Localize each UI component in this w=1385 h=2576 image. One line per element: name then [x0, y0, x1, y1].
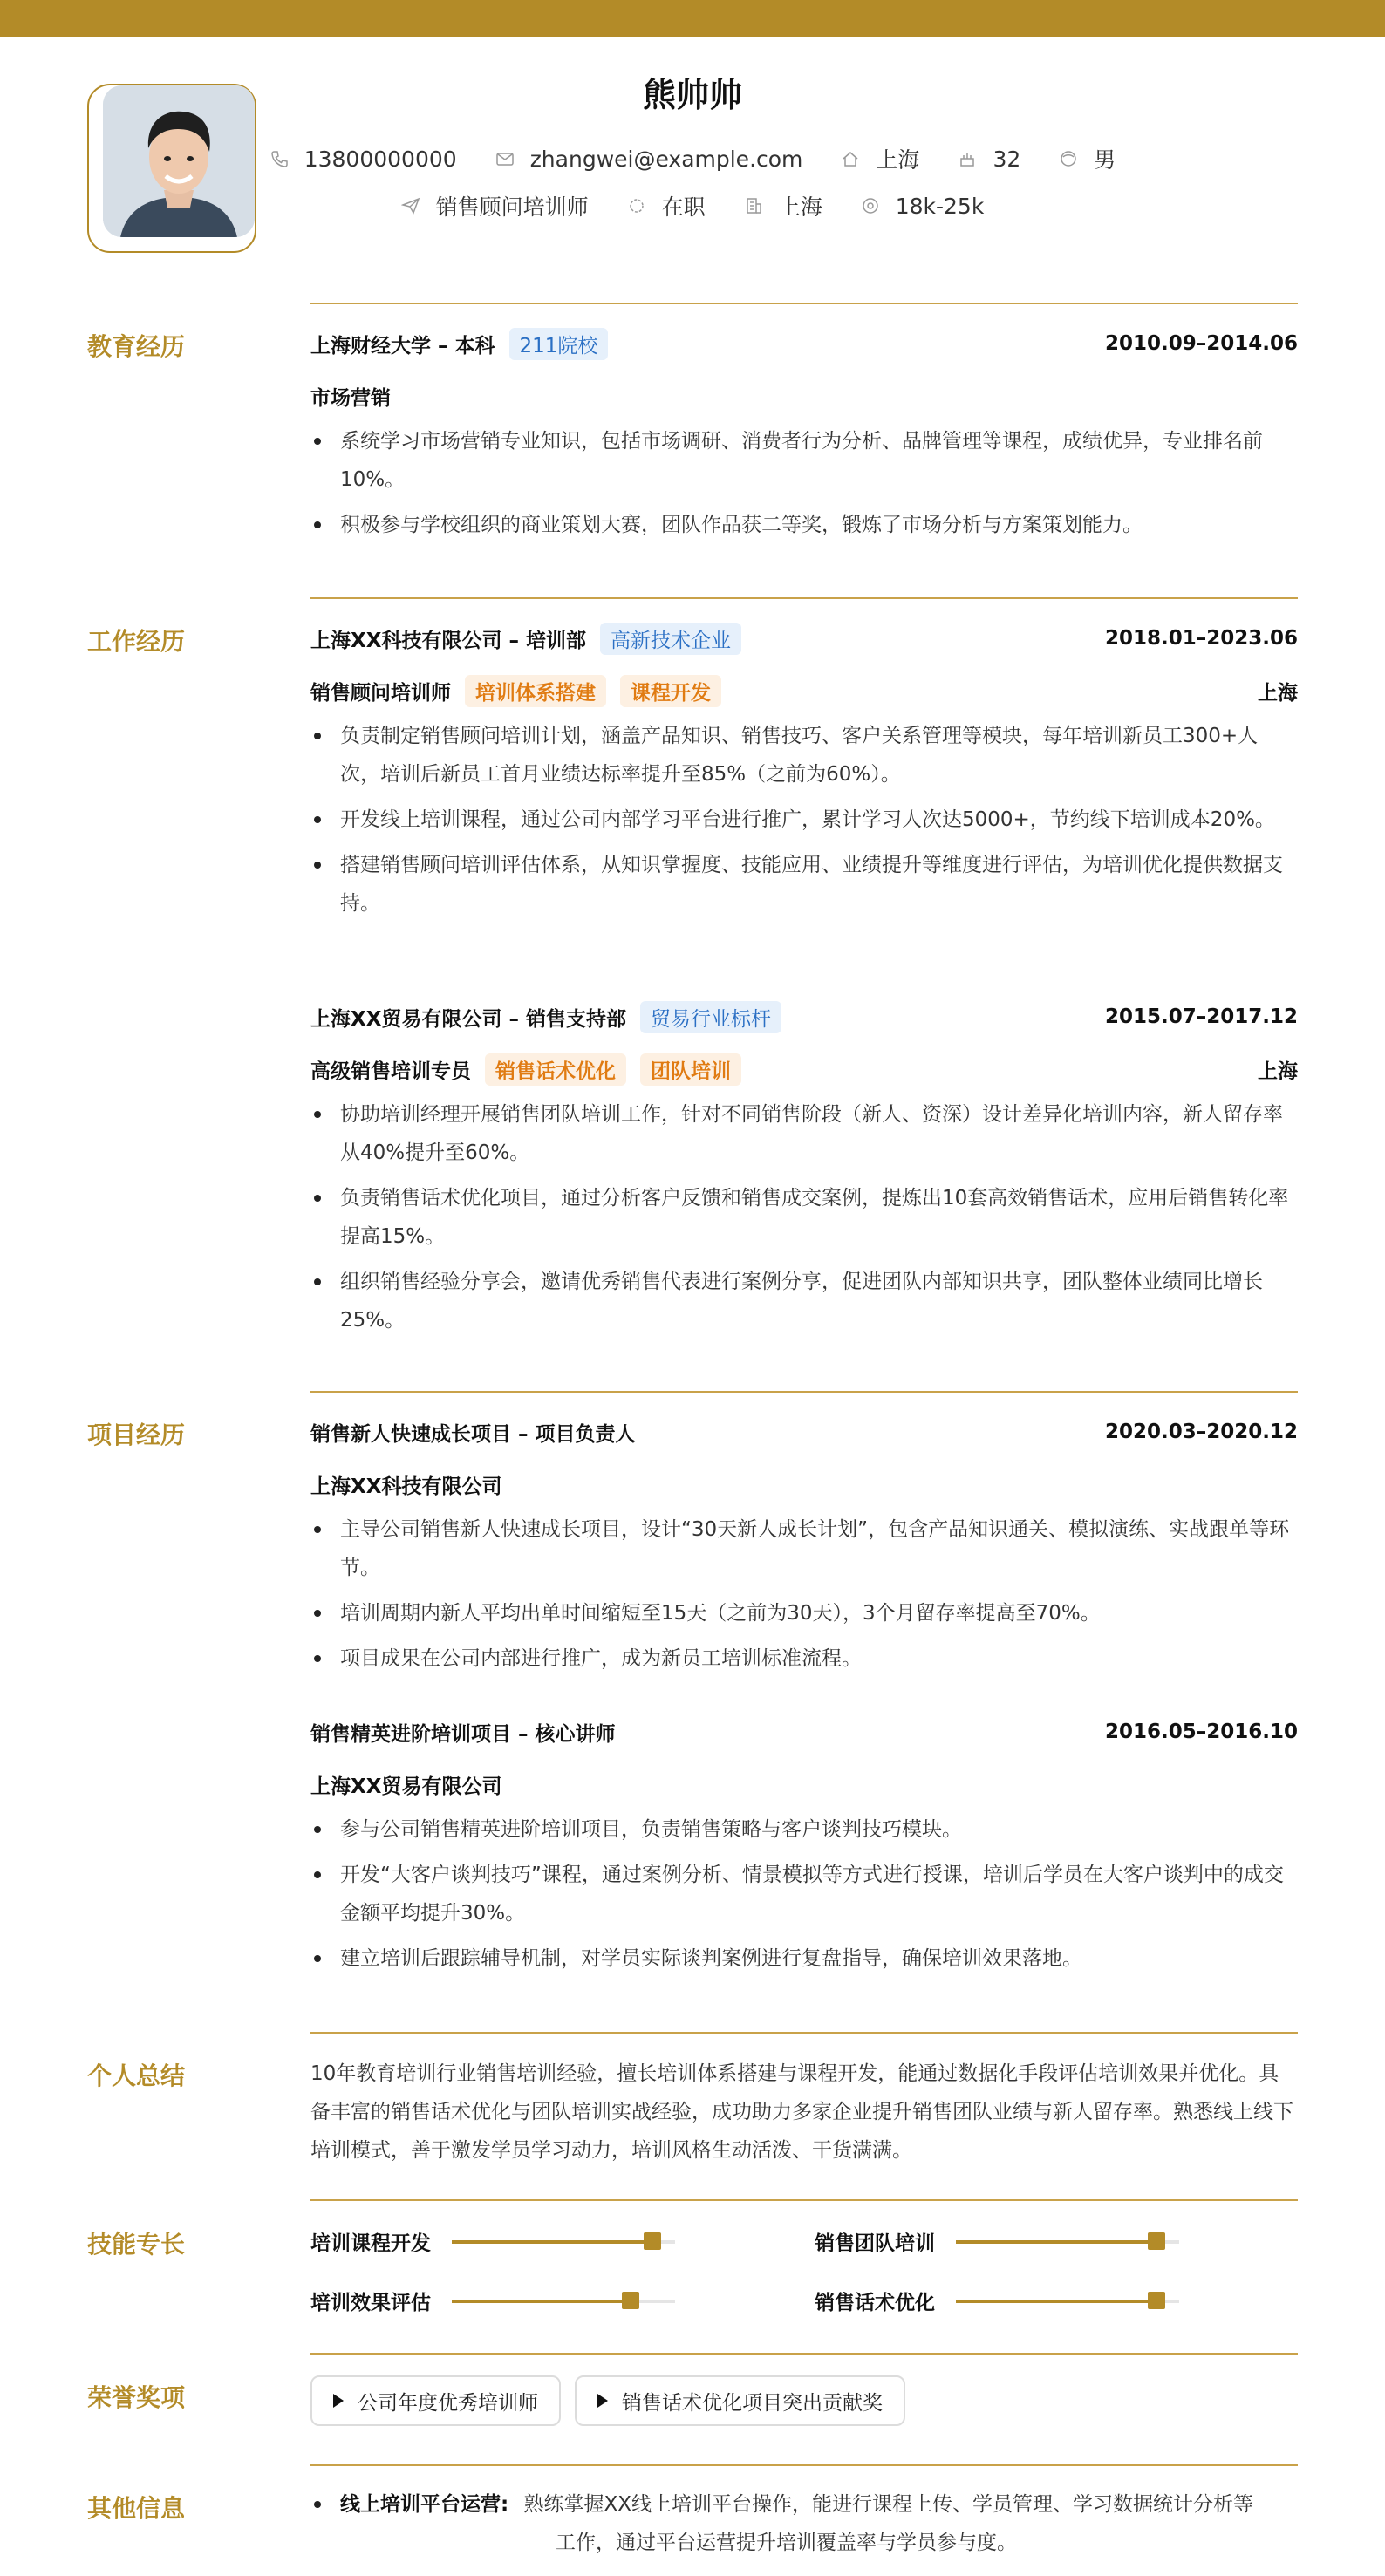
target-job-text: 销售顾问培训师 — [435, 194, 589, 220]
list-item: 参与公司销售精英进阶培训项目，负责销售策略与客户谈判技巧模块。 — [310, 1810, 1298, 1849]
skill-bar — [452, 2300, 675, 2303]
home-icon — [841, 149, 860, 168]
list-item: 组织销售经验分享会，邀请优秀销售代表进行案例分享，促进团队内部知识共享，团队整体业绩同比增长25%。 — [310, 1263, 1298, 1339]
skill-item — [310, 2227, 675, 2256]
project-dates: 2020.03–2020.12 — [1104, 1421, 1298, 1443]
skill-label: 培训效果评估 — [310, 2292, 431, 2314]
user-icon — [1059, 149, 1078, 168]
section-divider — [310, 2032, 1298, 2034]
project-title: 销售新人快速成长项目 – 项目负责人 — [310, 1422, 636, 1446]
skill-bar-fill — [956, 2240, 1156, 2244]
company-name: 上海XX贸易有限公司 – 销售支持部 — [310, 1007, 626, 1031]
list-item: 培训周期内新人平均出单时间缩短至15天（之前为30天），3个月留存率提高至70%。 — [310, 1594, 1298, 1632]
company-tag: 贸易行业标杆 — [640, 1001, 781, 1033]
awards-list — [310, 2375, 1298, 2426]
skill-bar-fill — [956, 2300, 1156, 2303]
award-label: 公司年度优秀培训师 — [358, 2391, 538, 2415]
other-item — [310, 2485, 1298, 2562]
gender-item — [1059, 143, 1116, 174]
other-info — [310, 2485, 1298, 2562]
work-bullets — [310, 1095, 1298, 1339]
project-org: 上海XX贸易有限公司 — [310, 1775, 502, 1798]
target-city-text: 上海 — [778, 194, 822, 220]
major-name: 市场营销 — [310, 386, 391, 410]
send-icon — [401, 196, 420, 215]
work-dates: 2018.01–2023.06 — [1104, 627, 1298, 650]
work-location: 上海 — [1258, 681, 1298, 705]
play-icon — [597, 2394, 608, 2408]
age-text: 32 — [993, 146, 1021, 172]
work-entry-2 — [310, 999, 1298, 1346]
skill-bar-fill — [452, 2300, 631, 2303]
email-item — [495, 147, 803, 172]
project-bullets — [310, 1810, 1298, 1978]
company-name: 上海XX科技有限公司 – 培训部 — [310, 629, 586, 652]
other-text-line1: 熟练掌握XX线上培训平台操作，能进行课程上传、学员管理、学习数据统计分析等 — [523, 2493, 1254, 2516]
skill-item — [815, 2286, 1179, 2315]
section-title-education: 教育经历 — [87, 332, 186, 361]
work-bullets — [310, 717, 1298, 923]
list-item: 开发线上培训课程，通过公司内部学习平台进行推广，累计学习人次达5000+，节约线下培训成本20%。 — [310, 801, 1298, 839]
role-tag: 销售话术优化 — [485, 1053, 626, 1086]
top-accent-bar — [0, 0, 1385, 37]
email-icon — [495, 149, 515, 168]
skill-bar — [956, 2300, 1179, 2303]
section-title-work: 工作经历 — [87, 627, 186, 656]
project-entry-2 — [310, 1714, 1298, 1985]
status-item — [627, 190, 706, 221]
skill-knob — [622, 2292, 639, 2309]
role-row — [310, 1052, 1298, 1087]
list-item: 搭建销售顾问培训评估体系，从知识掌握度、技能应用、业绩提升等维度进行评估，为培训优化提供数据支持。 — [310, 846, 1298, 923]
cake-icon — [958, 149, 977, 168]
work-dates: 2015.07–2017.12 — [1104, 1005, 1298, 1028]
section-divider — [310, 303, 1298, 304]
section-divider — [310, 2353, 1298, 2355]
award-label: 销售话术优化项目突出贡献奖 — [622, 2391, 883, 2415]
company-tag: 高新技术企业 — [600, 623, 741, 655]
email-text: zhangwei@example.com — [529, 146, 803, 172]
other-text-line2: 工作，通过平台运营提升培训覆盖率与学员参与度。 — [556, 2532, 1017, 2554]
status-text: 在职 — [661, 194, 706, 220]
role-row — [310, 673, 1298, 708]
list-item: 协助培训经理开展销售团队培训工作，针对不同销售阶段（新人、资深）设计差异化培训内容，新人留存率从40%提升至60%。 — [310, 1095, 1298, 1172]
section-divider — [310, 597, 1298, 599]
building-icon — [744, 196, 763, 215]
award-chip — [310, 2375, 561, 2426]
school-name: 上海财经大学 – 本科 — [310, 334, 495, 358]
project-dates: 2016.05–2016.10 — [1104, 1721, 1298, 1743]
other-label: 线上培训平台运营: — [340, 2493, 509, 2516]
phone-item — [269, 147, 457, 172]
section-divider — [310, 1391, 1298, 1393]
work-entry-1 — [310, 621, 1298, 930]
list-item: 建立培训后跟踪辅导机制，对学员实际谈判案例进行复盘指导，确保培训效果落地。 — [310, 1939, 1298, 1978]
major-row — [310, 378, 1298, 413]
project-org-row — [310, 1767, 1298, 1802]
role-name: 高级销售培训专员 — [310, 1060, 471, 1083]
section-title-summary: 个人总结 — [87, 2061, 186, 2090]
award-chip — [575, 2375, 905, 2426]
phone-text: 13800000000 — [304, 146, 457, 172]
salary-text: 18k-25k — [895, 193, 985, 219]
job-intent-row — [0, 190, 1385, 221]
education-dates: 2010.09–2014.06 — [1104, 332, 1298, 355]
skill-label: 销售团队培训 — [815, 2232, 935, 2255]
age-item — [958, 147, 1020, 172]
section-title-other: 其他信息 — [87, 2494, 186, 2523]
project-entry-1 — [310, 1414, 1298, 1685]
bullet-dot — [314, 2501, 321, 2508]
project-bullets — [310, 1510, 1298, 1678]
school-tag: 211院校 — [509, 328, 609, 360]
list-item: 积极参与学校组织的商业策划大赛，团队作品获二等奖，锻炼了市场分析与方案策划能力。 — [310, 506, 1298, 544]
role-tag: 课程开发 — [620, 675, 721, 707]
list-item: 主导公司销售新人快速成长项目，设计“30天新人成长计划”，包含产品知识通关、模拟演练、实战跟单等环节。 — [310, 1510, 1298, 1587]
role-tag: 培训体系搭建 — [465, 675, 606, 707]
gender-text: 男 — [1094, 147, 1116, 173]
skill-bar-fill — [452, 2240, 652, 2244]
project-org-row — [310, 1467, 1298, 1502]
section-title-project: 项目经历 — [87, 1421, 186, 1449]
skill-bar — [452, 2240, 675, 2244]
education-head — [310, 326, 1298, 361]
skill-label: 销售话术优化 — [815, 2292, 935, 2314]
contact-row — [0, 143, 1385, 174]
project-head — [310, 1414, 1298, 1449]
section-title-awards: 荣誉奖项 — [87, 2383, 186, 2412]
section-divider — [310, 2199, 1298, 2201]
work-head — [310, 999, 1298, 1034]
section-divider — [310, 2464, 1298, 2466]
phone-icon — [269, 149, 289, 168]
role-tag: 团队培训 — [640, 1053, 741, 1086]
skill-item — [815, 2227, 1179, 2256]
list-item: 项目成果在公司内部进行推广，成为新员工培训标准流程。 — [310, 1639, 1298, 1678]
play-icon — [333, 2394, 344, 2408]
target-job-item — [401, 190, 589, 221]
status-icon — [627, 196, 646, 215]
education-bullets — [310, 422, 1298, 544]
skill-bar — [956, 2240, 1179, 2244]
list-item: 开发“大客户谈判技巧”课程，通过案例分析、情景模拟等方式进行授课，培训后学员在大客户谈判中的成交金额平均提升30%。 — [310, 1856, 1298, 1932]
skill-knob — [1148, 2292, 1165, 2309]
role-name: 销售顾问培训师 — [310, 681, 451, 705]
skill-item — [310, 2286, 675, 2315]
section-title-skills: 技能专长 — [87, 2230, 186, 2259]
skill-label: 培训课程开发 — [310, 2232, 431, 2255]
work-head — [310, 621, 1298, 656]
list-item: 系统学习市场营销专业知识，包括市场调研、消费者行为分析、品牌管理等课程，成绩优异，专业排名前10%。 — [310, 422, 1298, 499]
city-item — [841, 143, 919, 174]
list-item: 负责制定销售顾问培训计划，涵盖产品知识、销售技巧、客户关系管理等模块，每年培训新员工300+人次，培训后新员工首月业绩达标率提升至85%（之前为60%）。 — [310, 717, 1298, 794]
work-location: 上海 — [1258, 1060, 1298, 1083]
money-icon — [861, 196, 880, 215]
candidate-name: 熊帅帅 — [642, 76, 742, 114]
project-title: 销售精英进阶培训项目 – 核心讲师 — [310, 1722, 616, 1746]
education-entry — [310, 326, 1298, 551]
city-text: 上海 — [876, 147, 920, 173]
project-org: 上海XX科技有限公司 — [310, 1475, 502, 1498]
project-head — [310, 1714, 1298, 1749]
salary-item — [861, 194, 985, 219]
target-city-item — [744, 190, 822, 221]
summary-text: 10年教育培训行业销售培训经验，擅长培训体系搭建与课程开发，能通过数据化手段评估培训效果并优化。具备丰富的销售话术优化与团队培训实战经验，成功助力多家企业提升销售团队业绩与新人留存率。熟悉线上线下培训模式，善于激发学员学习动力，培训风格生动活泼、干货满满。 — [310, 2062, 1293, 2162]
list-item: 负责销售话术优化项目，通过分析客户反馈和销售成交案例，提炼出10套高效销售话术，应用后销售转化率提高15%。 — [310, 1179, 1298, 1256]
skill-knob — [1148, 2232, 1165, 2250]
skill-knob — [644, 2232, 661, 2250]
